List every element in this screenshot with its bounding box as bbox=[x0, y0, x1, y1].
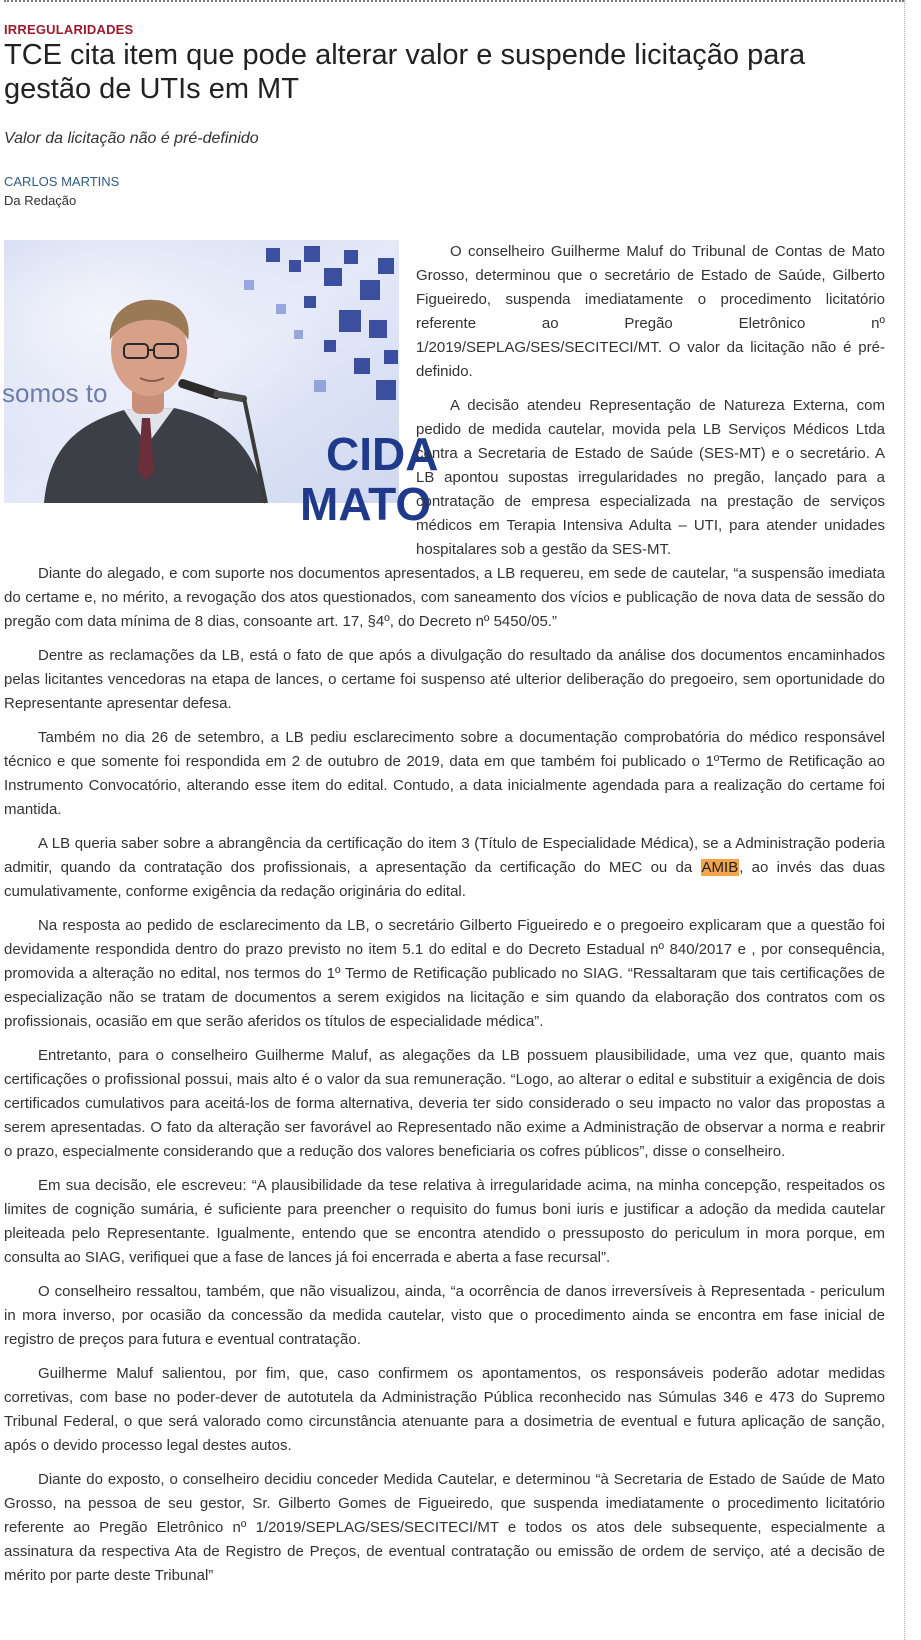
article-photo bbox=[2, 240, 439, 530]
section-kicker: IRREGULARIDADES bbox=[4, 22, 134, 37]
paragraph-9: Em sua decisão, ele escreveu: “A plausibilidade da tese relativa à irregularidade acima, na minha concepção, respeitados os limites de cognição sumária, é suficiente para preencher o requisito do fumus boni iuris e justificar a adoção da medida cautelar pleiteada pelo Representante. Igualmente, entendo que se encontra atendido o pressuposto do periculum in mora porque, em consulta ao SIAG, verifiquei que a fase de lances já foi encerrada e aberta a fase recursal”. bbox=[4, 1177, 885, 1266]
paragraph-10: O conselheiro ressaltou, também, que não visualizou, ainda, “a ocorrência de danos irreversíveis à Representada - periculum in mora inverso, por ocasião da concessão da medida cautelar, visto que o procedimento ainda se encontra em fase inicial de registro de preços para futura e eventual contratação. bbox=[4, 1283, 885, 1348]
paragraph-2: A decisão atendeu Representação de Natureza Externa, com pedido de medida cautelar, movida pela LB Serviços Médicos Ltda contra a Secretaria de Estado de Saúde (SES-MT) e o secretário. A LB apontou supostas irregularidades no pregão, lançado para a contratação de empresa especializada na prestação de serviços médicos em Terapia Intensiva Adulta – UTI, para atender unidades hospitalares sob a gestão da SES-MT. bbox=[416, 397, 885, 558]
right-dotted-divider bbox=[904, 0, 905, 1640]
author-desk: Da Redação bbox=[4, 193, 77, 208]
banner-text-left: somos to bbox=[2, 378, 108, 408]
paragraph-1: O conselheiro Guilherme Maluf do Tribunal de Contas de Mato Grosso, determinou que o secretário de Estado de Saúde, Gilberto Figueiredo, suspenda imediatamente o procedimento licitatório referente ao Pregão Eletrônico nº 1/2019/SEPLAG/SES/SECITECI/MT. O valor da licitação não é pré-definido. bbox=[416, 243, 885, 380]
banner-text-right-1: CIDA bbox=[326, 428, 439, 480]
paragraph-12: Diante do exposto, o conselheiro decidiu conceder Medida Cautelar, e determinou “à Secretaria de Estado de Saúde de Mato Grosso, na pessoa de seu gestor, Sr. Gilberto Gomes de Figueiredo, que suspenda imediatamente o procedimento licitatório referente ao Pregão Eletrônico nº 1/2019/SEPLAG/SES/SECITECI/MT e todos os atos dele subsequente, especialmente a assinatura da respectiva Ata de Registro de Preços, de eventual contratação ou emissão de ordem de serviço, até a decisão de mérito por parte deste Tribunal” bbox=[4, 1471, 885, 1584]
paragraph-6-part-1: A LB queria saber sobre a abrangência da certificação do item 3 (Título de Especialidade Médica), se a Administração poderia admitir, quando da contratação dos profissionais, a apresentação da certificação do MEC ou da bbox=[4, 835, 885, 876]
paragraph-8: Entretanto, para o conselheiro Guilherme Maluf, as alegações da LB possuem plausibilidade, uma vez que, quanto mais certificações o profissional possui, mais alto é o valor da sua remuneração. “Logo, ao alterar o edital e substituir a exigência de dois certificados cumulativos para aceitá-los de forma alternativa, deveria ter sido considerado o seu impacto no valor das propostas a serem apresentadas. O fato da alteração ser favorável ao Representado não exime a Administração de observar a norma e reabrir o prazo, especialmente considerando que a redução dos valores beneficiaria os cofres públicos”, disse o conselheiro. bbox=[4, 1047, 885, 1160]
paragraph-11: Guilherme Maluf salientou, por fim, que, caso confirmem os apontamentos, os responsáveis poderão adotar medidas corretivas, com base no poder-dever de autotutela da Administração Pública reconhecido nas Súmulas 346 e 473 do Supremo Tribunal Federal, o que será valorado como circunstância atenuante para a dosimetria de eventual e futura aplicação de sanção, após o devido processo legal destes autos. bbox=[4, 1365, 885, 1454]
author-name[interactable]: CARLOS MARTINS bbox=[4, 174, 120, 189]
paragraph-6 bbox=[4, 832, 885, 904]
highlighted-term: AMIB bbox=[701, 859, 739, 876]
lead-paragraph-block bbox=[416, 240, 885, 562]
article-body bbox=[4, 562, 885, 1598]
person-at-microphone-photo-icon bbox=[2, 240, 439, 530]
paragraph-5: Também no dia 26 de setembro, a LB pediu esclarecimento sobre a documentação comprobatória do médico responsável técnico e que somente foi respondida em 2 de outubro de 2019, data em que também foi publicado o 1ºTermo de Retificação ao Instrumento Convocatório, alterando esse item do edital. Contudo, a data inicialmente agendada para a realização do certame foi mantida. bbox=[4, 729, 885, 818]
article-subtitle: Valor da licitação não é pré-definido bbox=[4, 130, 259, 147]
article-headline: TCE cita item que pode alterar valor e suspende licitação para gestão de UTIs em MT bbox=[4, 39, 806, 105]
paragraph-6-part-2: , ao invés das duas cumulativamente, conforme exigência da redação originária do edital. bbox=[4, 859, 885, 900]
top-dotted-divider bbox=[4, 0, 904, 2]
paragraph-3: Diante do alegado, e com suporte nos documentos apresentados, a LB requereu, em sede de cautelar, “a suspensão imediata do certame e, no mérito, a revogação dos atos questionados, com saneamento dos vícios e publicação de nova data de sessão do pregão com data mínima de 8 dias, consoante art. 17, §4º, do Decreto nº 5450/05.” bbox=[4, 565, 885, 630]
paragraph-7: Na resposta ao pedido de esclarecimento da LB, o secretário Gilberto Figueiredo e o pregoeiro explicaram que a questão foi devidamente respondida dentro do prazo previsto no item 5.1 do edital e do Decreto Estadual nº 840/2017 e , por consequência, promovida a alteração no edital, nos termos do 1º Termo de Retificação publicado no SIAG. “Ressaltaram que tais certificações de especialização não se tratam de documentos a serem exigidos na licitação e sim quando da elaboração dos contratos com os profissionais, ocasião em que serão aferidos os títulos de especialidade médica”. bbox=[4, 917, 885, 1030]
paragraph-4: Dentre as reclamações da LB, está o fato de que após a divulgação do resultado da análise dos documentos encaminhados pelas licitantes vencedoras na etapa de lances, o certame foi suspenso até ulterior deliberação do pregoeiro, sem oportunidade do Representante apresentar defesa. bbox=[4, 647, 885, 712]
banner-text-right-2: MATO bbox=[300, 478, 432, 530]
